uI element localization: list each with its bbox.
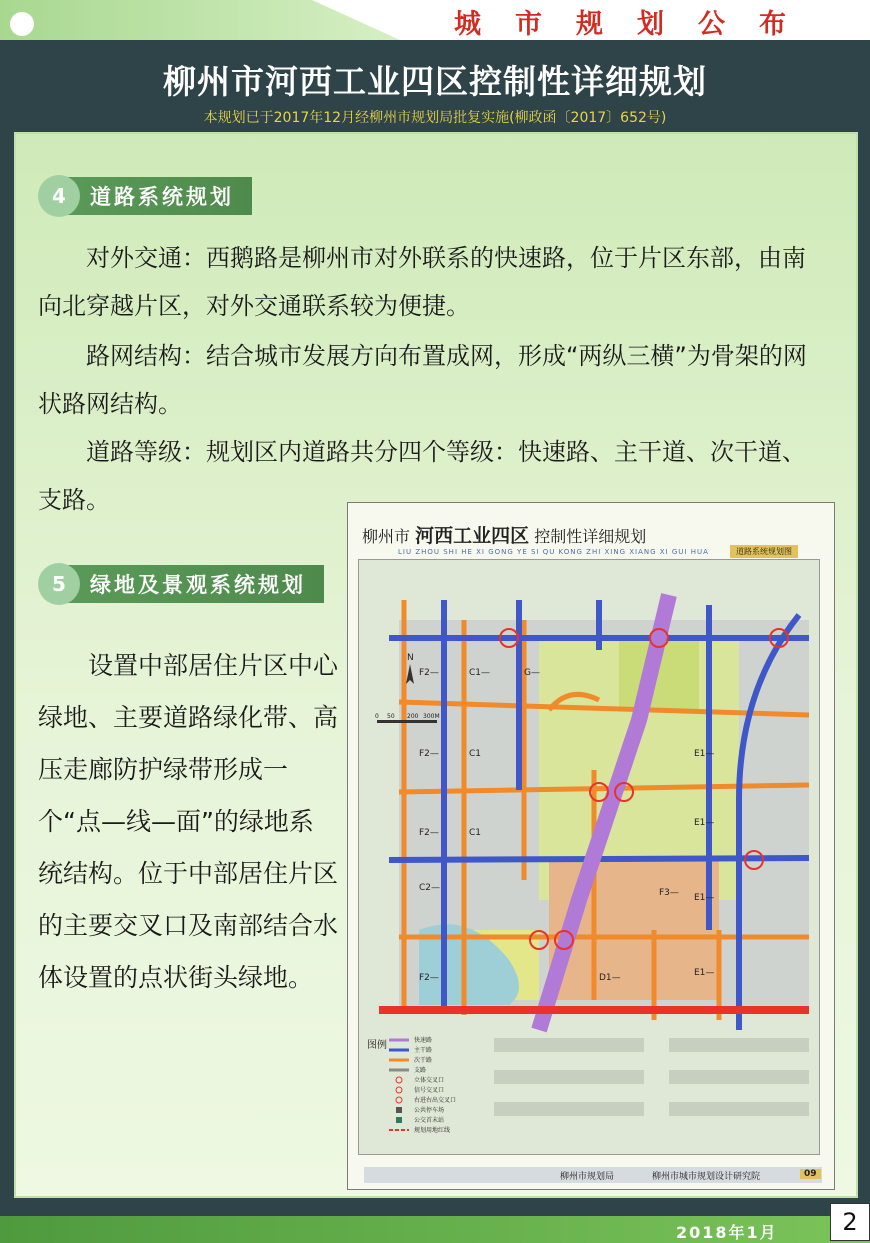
paragraph-green-system: 设置中部居住片区中心绿地、主要道路绿化带、高压走廊防护绿带形成一个“点—线—面”的绿地系统结构。位于中部居住片区的主要交叉口及南部结合水体设置的点状街头绿地。 [38, 651, 339, 992]
svg-text:G—: G— [524, 668, 540, 678]
section-heading-4 [38, 176, 252, 216]
map-drawing [358, 559, 820, 1155]
svg-text:N: N [407, 653, 414, 663]
svg-text:E1—: E1— [694, 893, 715, 903]
paragraph-road-network: 路网结构：结合城市发展方向布置成网，形成“两纵三横”为骨架的网状路网结构。 [38, 342, 807, 418]
svg-text:0: 0 [375, 713, 379, 720]
svg-text:E1—: E1— [694, 968, 715, 978]
svg-text:F2—: F2— [419, 749, 439, 759]
page-number: 2 [830, 1203, 870, 1241]
svg-text:200: 200 [407, 713, 419, 720]
svg-text:C1: C1 [469, 749, 482, 759]
svg-text:规划用地红线: 规划用地红线 [414, 1127, 451, 1134]
svg-text:公共停车场: 公共停车场 [414, 1107, 445, 1114]
page-subtitle: 本规划已于2017年12月经柳州市规划局批复实施(柳政函〔2017〕652号) [203, 110, 667, 126]
page-title: 柳州市河西工业四区控制性详细规划 [163, 62, 707, 101]
section-number: 5 [38, 563, 80, 605]
svg-text:右进右出交叉口: 右进右出交叉口 [414, 1097, 457, 1104]
map-footer-org2: 柳州市城市规划设计研究院 [652, 1172, 761, 1182]
map-pinyin: LIU ZHOU SHI HE XI GONG YE SI QU KONG ZHI XING XIANG XI GUI HUA [398, 548, 709, 556]
map-sheet-number: 09 [800, 1169, 821, 1179]
svg-text:300M: 300M [423, 713, 440, 720]
svg-text:F3—: F3— [659, 888, 679, 898]
svg-text:C1: C1 [469, 828, 482, 838]
header-wedge [0, 0, 400, 40]
map-title: 柳州市 河西工业四区 控制性详细规划 [362, 525, 647, 547]
svg-text:立体交叉口: 立体交叉口 [414, 1077, 445, 1084]
svg-text:主干路: 主干路 [414, 1047, 433, 1054]
issue-date: 2018年1月 [676, 1223, 778, 1242]
section-title: 道路系统规划 [64, 177, 252, 215]
svg-text:E1—: E1— [694, 818, 715, 828]
svg-text:信号交叉口: 信号交叉口 [414, 1087, 445, 1094]
svg-text:次干路: 次干路 [414, 1057, 433, 1064]
svg-text:50: 50 [387, 713, 395, 720]
svg-text:F2—: F2— [419, 973, 439, 983]
svg-text:支路: 支路 [414, 1067, 427, 1074]
svg-text:F2—: F2— [419, 668, 439, 678]
map-footer [364, 1167, 822, 1183]
svg-text:快速路: 快速路 [414, 1037, 433, 1044]
svg-text:D1—: D1— [599, 973, 621, 983]
svg-text:公交首末站: 公交首末站 [414, 1117, 445, 1124]
section-heading-5 [38, 564, 324, 604]
map-sheet-name: 道路系统规划图 [730, 545, 798, 558]
section-title: 绿地及景观系统规划 [64, 565, 324, 603]
svg-text:图例: 图例 [367, 1040, 387, 1051]
road-network-drawing [359, 560, 819, 1154]
svg-text:F2—: F2— [419, 828, 439, 838]
map-footer-org1: 柳州市规划局 [560, 1172, 615, 1182]
svg-text:E1—: E1— [694, 749, 715, 759]
paragraph-road-grades: 道路等级：规划区内道路共分四个等级：快速路、主干道、次干道、支路。 [38, 438, 806, 514]
svg-text:C2—: C2— [419, 883, 441, 893]
paragraph-external-traffic: 对外交通：西鹅路是柳州市对外联系的快速路，位于片区东部，由南向北穿越片区，对外交通联系较为便捷。 [38, 244, 806, 320]
series-label: 城市规划公布 [454, 9, 820, 40]
section-number: 4 [38, 175, 80, 217]
header-dot [10, 12, 34, 36]
road-plan-map [347, 502, 835, 1190]
svg-text:C1—: C1— [469, 668, 491, 678]
